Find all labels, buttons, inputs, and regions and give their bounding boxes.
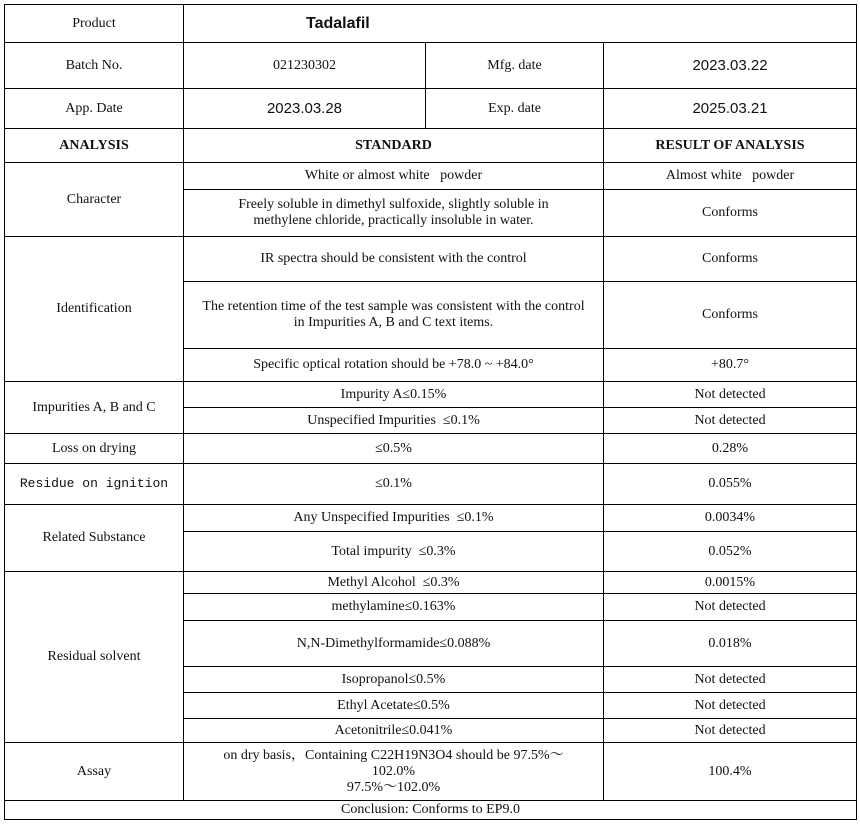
solvent-res-2: Not detected bbox=[604, 594, 857, 621]
related-res-1: 0.0034% bbox=[604, 505, 857, 532]
row-batch bbox=[5, 43, 857, 89]
character-std-1: White or almost white powder bbox=[184, 163, 604, 190]
residue-label: Residue on ignition bbox=[5, 464, 184, 505]
solvent-std-1: Methyl Alcohol ≤0.3% bbox=[184, 572, 604, 594]
mfg-value: 2023.03.22 bbox=[604, 43, 857, 89]
exp-label: Exp. date bbox=[426, 89, 604, 129]
identification-label: Identification bbox=[5, 237, 184, 382]
product-label: Product bbox=[5, 5, 184, 43]
related-std-1: Any Unspecified Impurities ≤0.1% bbox=[184, 505, 604, 532]
identification-res-2: Conforms bbox=[604, 282, 857, 349]
loss-std: ≤0.5% bbox=[184, 434, 604, 464]
impurities-label: Impurities A, B and C bbox=[5, 382, 184, 434]
character-res-1: Almost white powder bbox=[604, 163, 857, 190]
conclusion: Conclusion: Conforms to EP9.0 bbox=[5, 801, 857, 820]
assay-std bbox=[184, 743, 604, 801]
row-column-headers bbox=[5, 129, 857, 163]
residue-res: 0.055% bbox=[604, 464, 857, 505]
app-value: 2023.03.28 bbox=[184, 89, 426, 129]
batch-value: 021230302 bbox=[184, 43, 426, 89]
app-label: App. Date bbox=[5, 89, 184, 129]
related-res-2: 0.052% bbox=[604, 532, 857, 572]
row-assay bbox=[5, 743, 857, 801]
solvent-res-5: Not detected bbox=[604, 693, 857, 719]
solvent-res-1: 0.0015% bbox=[604, 572, 857, 594]
col-result: RESULT OF ANALYSIS bbox=[604, 129, 857, 163]
residue-std: ≤0.1% bbox=[184, 464, 604, 505]
related-label: Related Substance bbox=[5, 505, 184, 572]
assay-res: 100.4% bbox=[604, 743, 857, 801]
solvent-res-4: Not detected bbox=[604, 667, 857, 693]
assay-std-line-2: 102.0% bbox=[371, 763, 416, 779]
col-analysis: ANALYSIS bbox=[5, 129, 184, 163]
character-std-2: Freely soluble in dimethyl sulfoxide, slightly soluble in methylene chloride, practically insoluble in water. bbox=[184, 190, 604, 237]
coa-table bbox=[4, 4, 857, 820]
identification-std-3: Specific optical rotation should be +78.0 ~ +84.0° bbox=[184, 349, 604, 382]
mfg-label: Mfg. date bbox=[426, 43, 604, 89]
col-standard: STANDARD bbox=[184, 129, 604, 163]
row-app-date bbox=[5, 89, 857, 129]
identification-std-2: The retention time of the test sample was consistent with the control in Impurities A, B and C text items. bbox=[184, 282, 604, 349]
identification-res-1: Conforms bbox=[604, 237, 857, 282]
assay-std-line-1: on dry basis，Containing C22H19N3O4 should be 97.5%～ bbox=[223, 747, 564, 763]
character-label: Character bbox=[5, 163, 184, 237]
row-impurities-1 bbox=[5, 382, 857, 408]
row-residue-on-ignition bbox=[5, 464, 857, 505]
character-res-2: Conforms bbox=[604, 190, 857, 237]
exp-value: 2025.03.21 bbox=[604, 89, 857, 129]
row-character-1 bbox=[5, 163, 857, 190]
solvent-std-4: Isopropanol≤0.5% bbox=[184, 667, 604, 693]
solvent-std-2: methylamine≤0.163% bbox=[184, 594, 604, 621]
solvent-res-6: Not detected bbox=[604, 719, 857, 743]
related-std-2: Total impurity ≤0.3% bbox=[184, 532, 604, 572]
row-product bbox=[5, 5, 857, 43]
impurities-std-1: Impurity A≤0.15% bbox=[184, 382, 604, 408]
impurities-res-1: Not detected bbox=[604, 382, 857, 408]
solvent-std-5: Ethyl Acetate≤0.5% bbox=[184, 693, 604, 719]
row-solvent-1 bbox=[5, 572, 857, 594]
assay-label: Assay bbox=[5, 743, 184, 801]
loss-res: 0.28% bbox=[604, 434, 857, 464]
row-loss-on-drying bbox=[5, 434, 857, 464]
solvent-std-6: Acetonitrile≤0.041% bbox=[184, 719, 604, 743]
solvent-label: Residual solvent bbox=[5, 572, 184, 743]
solvent-std-3: N,N-Dimethylformamide≤0.088% bbox=[184, 621, 604, 667]
impurities-std-2: Unspecified Impurities ≤0.1% bbox=[184, 408, 604, 434]
product-value: Tadalafil bbox=[184, 5, 857, 43]
batch-label: Batch No. bbox=[5, 43, 184, 89]
identification-std-1: IR spectra should be consistent with the control bbox=[184, 237, 604, 282]
row-conclusion bbox=[5, 801, 857, 820]
solvent-res-3: 0.018% bbox=[604, 621, 857, 667]
loss-label: Loss on drying bbox=[5, 434, 184, 464]
row-identification-1 bbox=[5, 237, 857, 282]
impurities-res-2: Not detected bbox=[604, 408, 857, 434]
assay-std-line-3: 97.5%～102.0% bbox=[346, 779, 441, 795]
identification-res-3: +80.7° bbox=[604, 349, 857, 382]
row-related-1 bbox=[5, 505, 857, 532]
